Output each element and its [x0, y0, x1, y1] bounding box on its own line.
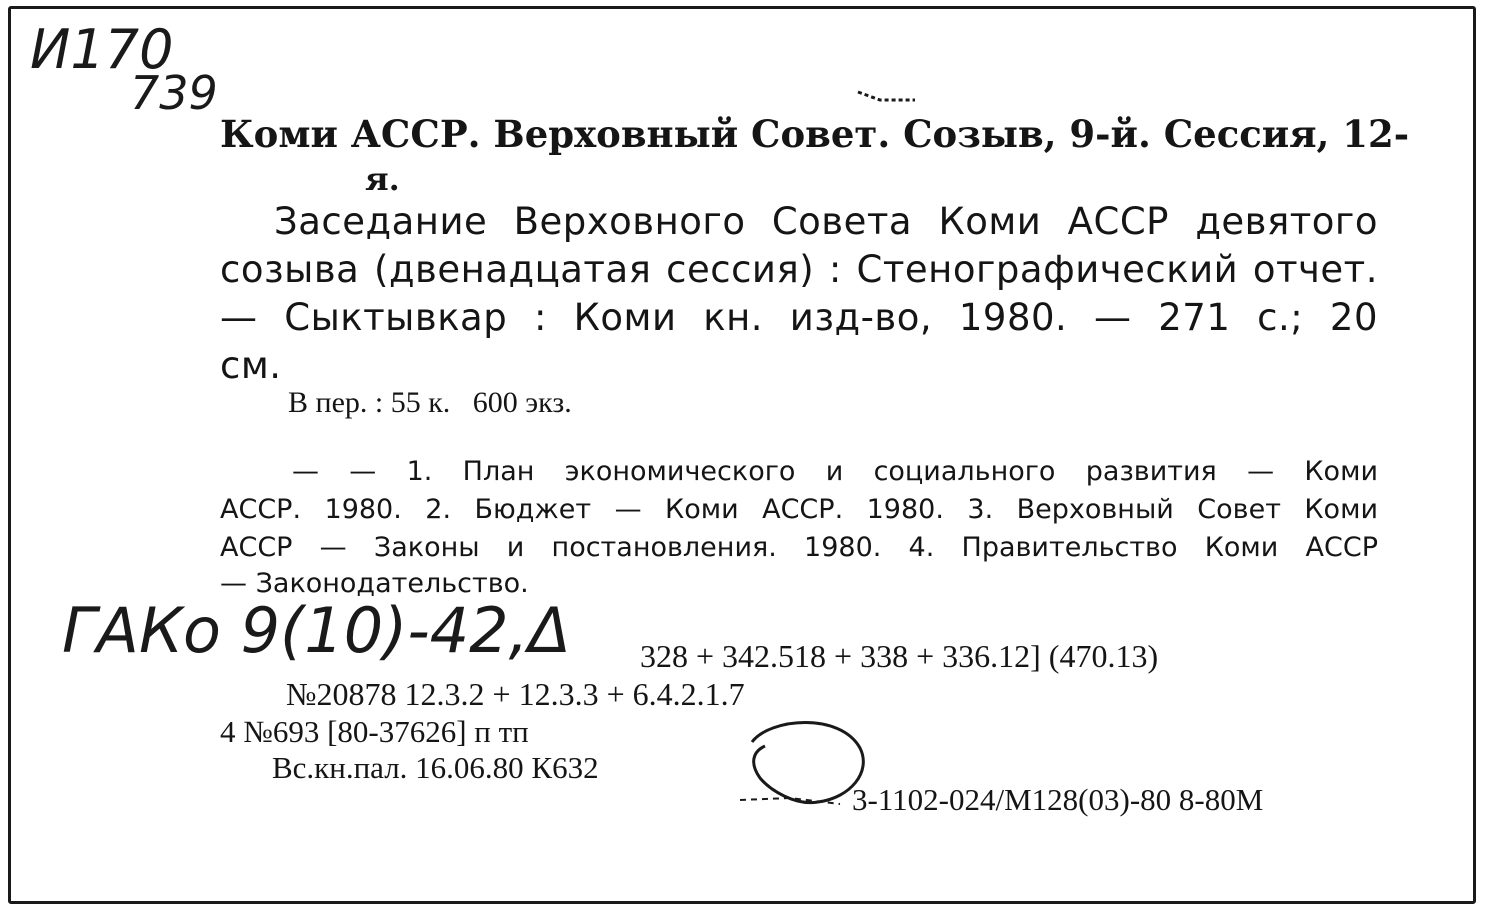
udc-index: 328 + 342.518 + 338 + 336.12] (470.13): [640, 638, 1159, 674]
handwritten-call-number-bottom: 739: [130, 66, 218, 120]
title-line-2: созыва (двенадцатая сессия) : Стенографический отчет.: [220, 248, 1378, 291]
title-line-4: см.: [220, 344, 282, 387]
subjects-line-4: — Законодательство.: [220, 568, 529, 599]
catalog-code: 3-1102-024/М128(03)-80 8-80М: [852, 782, 1264, 817]
subjects-line-1: — — 1. План экономического и социального развития — Коми: [292, 456, 1378, 487]
subjects-line-3: АССР — Законы и постановления. 1980. 4. Правительство Коми АССР: [220, 532, 1378, 563]
bbk-index: №20878 12.3.2 + 12.3.3 + 6.4.2.1.7: [286, 676, 745, 712]
title-line-1: Заседание Верховного Совета Коми АССР девятого: [274, 200, 1378, 243]
heading-line-2: я.: [365, 160, 400, 198]
catalog-line-2: Вс.кн.пал. 16.06.80 К632: [272, 750, 599, 785]
title-line-3: — Сыктывкар : Коми кн. изд-во, 1980. — 271 с.; 20: [220, 296, 1378, 339]
catalog-line-1: 4 №693 [80-37626] п тп: [220, 714, 529, 749]
handwritten-call-number-top: И170: [30, 18, 174, 81]
subjects-line-2: АССР. 1980. 2. Бюджет — Коми АССР. 1980. 3. Верховный Совет Коми: [220, 494, 1378, 525]
price-line: В пер. : 55 к. 600 экз.: [288, 386, 572, 419]
heading-line-1: Коми АССР. Верховный Совет. Созыв, 9-й. Сессия, 12-: [220, 112, 1410, 156]
handwritten-archive-code: ГАКо 9(10)-42,Δ: [62, 594, 571, 667]
